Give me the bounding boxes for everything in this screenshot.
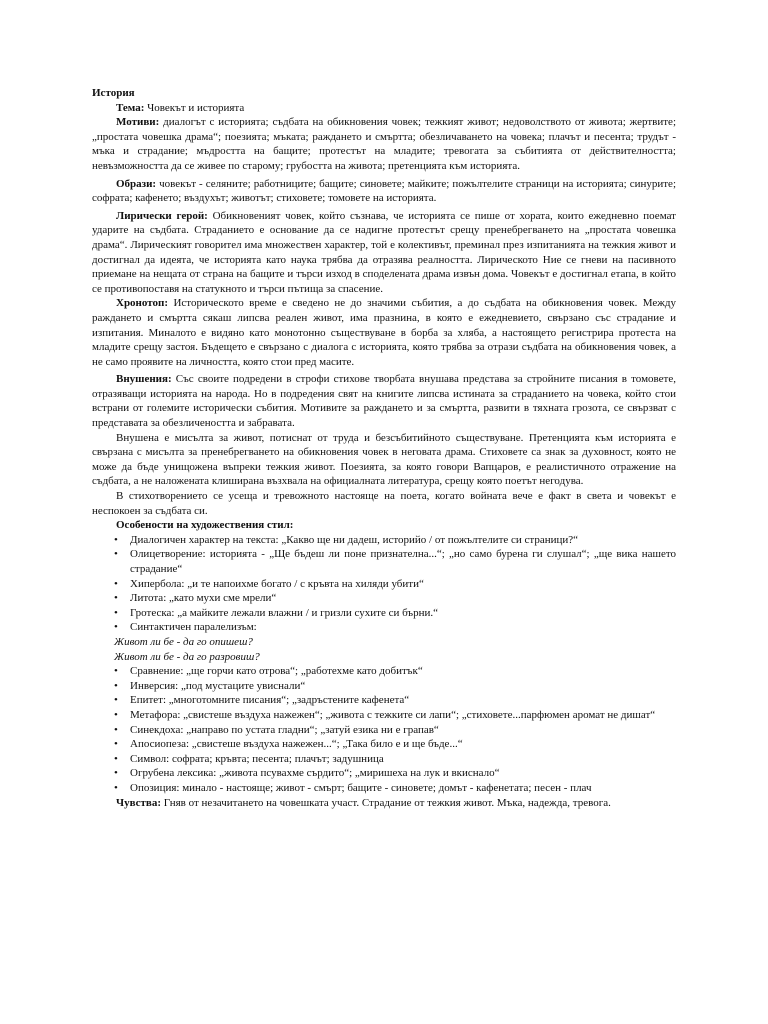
- feelings-paragraph: [92, 796, 676, 811]
- list-item: • Опозиция: минало - настояще; живот - смърт; бащите - синовете; домът - кафенетата; песен - плач: [114, 781, 592, 794]
- bullet-icon: •: [114, 738, 118, 751]
- bullet-icon: •: [114, 767, 118, 780]
- section-heading: История: [92, 87, 135, 99]
- style-heading: Особености на художествения стил:: [116, 519, 294, 532]
- bullet-icon: •: [114, 606, 118, 619]
- bullet-icon: •: [114, 708, 118, 721]
- lyrical-hero-text: Обикновеният човек, който съзнава, че историята се пише от хората, които ежедневно поемат ударите на съдбата. Страданието е основание да се надигне протестът срещу пренебрегването на „простата човешка драма“. Лирическият говорител има множествен характер, той е колективът, преминал през изпитанията на тежкия живот и достигнал да идеята, че историята като наука трябва да отразява реалността. Лирическото Ние се гневи на пасивното приемане на нещата от страна на бащите и търси изход в споделената драма извън дома. Човекът е достигнал етапа, в който се противопоставя на статукното и търси пътища за спасение.: [92, 209, 676, 295]
- suggestions-label: Внушения:: [116, 373, 172, 386]
- bullet-icon: •: [114, 533, 118, 546]
- images-text: човекът - селяните; работниците; бащите; синовете; майките; пожълтелите страници на историята; синурите; софрата; кафенето; въздухът; животът; стиховете; томовете на историята.: [92, 177, 676, 205]
- images-paragraph: [92, 177, 676, 206]
- style-list-1: [92, 533, 676, 635]
- list-item: • Литота: „като мухи сме мрели“: [114, 592, 277, 605]
- motifs-text: диалогът с историята; съдбата на обикновения човек; тежкият живот; недоволството от живота; жертвите; „простата човешка драма“; поезията; мъката; раждането и смъртта; обезличаването на човека; плачът и песента; трудът - мъка и страдание; мъдростта на бащите; протестът на младите; тревогата за събитията от действителността; невъзможността да се живее по старому; грубостта на живота; претенцията към историята.: [92, 116, 676, 172]
- list-item: • Гротеска: „а майките лежали влажни / и гризли сухите си бърни.“: [114, 606, 439, 619]
- images-label: Образи:: [116, 177, 157, 190]
- bullet-icon: •: [114, 621, 118, 634]
- theme-label: Тема:: [116, 101, 145, 114]
- list-item: • Инверсия: „под мустаците увиснали“: [114, 679, 306, 692]
- motifs-paragraph: [92, 115, 676, 173]
- bullet-icon: •: [114, 723, 118, 736]
- suggestions-paragraph-2: Внушена е мисълта за живот, потиснат от труда и безсъбитийното съществуване. Претенцията към историята е свързана с мисълта за пренебрегването на обикновения човек в неговата драма. Стиховете са знак за духовност, която не може да бъде унищожена въпреки тежкия живот. Поезията, за която говори Вапцаров, е реалистичното отражение на съдбата, а не наложената клиширана възхвала на официалната литература, срещу която поетът негодува.: [92, 431, 676, 488]
- list-item: • Синекдоха: „направо по устата гладни“; „затуй езика ни е грапав“: [114, 723, 439, 736]
- theme-text: Човекът и историята: [144, 101, 245, 114]
- theme-paragraph: [92, 101, 676, 116]
- bullet-icon: •: [114, 679, 118, 692]
- chronotope-text: Историческото време е сведено не до значими събития, а до съдбата на обикновения човек. Между раждането и смъртта сякаш липсва реален живот, има празнина, в която е ежедневието, свързано със страдание и изпитания. Миналото е видяно като монотонно съществуване в борба за хляба, а настоящето регистрира протеста на младите срещу застоя. Бъдещето е свързано с диалога с историята, която трябва за отрази съдбата на обикновения човек, а не само проявите на личността, която стои пред масите.: [92, 297, 676, 368]
- style-list-2: [92, 664, 676, 795]
- list-item: • Метафора: „свистеше въздуха нажежен“; „живота с тежките си лапи“; „стиховете...парфюмен аромат не дишат“: [114, 708, 656, 721]
- feelings-text: Гняв от незачитането на човешката участ. Страдание от тежкия живот. Мъка, надежда, тревога.: [161, 796, 611, 809]
- suggestions-text: Със своите подредени в строфи стихове творбата внушава представа за стройните писания в томовете, отразяващи историята на народа. Но в подредения свят на книгите липсва истината за страданието на човека, който стои встрани от големите исторически събития. Мотивите за раждането и за смъртта, развити в тяхната грозота, се свързват с представата за обезличеността и забравата.: [92, 373, 676, 430]
- bullet-icon: •: [114, 781, 118, 794]
- lyrical-hero-label: Лирически герой:: [116, 209, 208, 222]
- anxiety-paragraph: В стихотворението се усеща и тревожното настояще на поета, когато войната вече е факт в света и човекът е неспокоен за съдбата си.: [92, 490, 676, 517]
- bullet-icon: •: [114, 694, 118, 707]
- chronotope-paragraph: [92, 296, 676, 369]
- list-item: • Епитет: „многотомните писания“; „задръстените кафенета“: [114, 694, 410, 707]
- list-item: • Хипербола: „и те напоихме богато / с кръвта на хиляди убити“: [114, 577, 424, 590]
- italic-example-line: Живот ли бе - да го разровиш?: [114, 650, 260, 663]
- list-item: • Символ: софрата; кръвта; песента; плачът; задушница: [114, 752, 384, 765]
- bullet-icon: •: [114, 577, 118, 590]
- document-page: [92, 86, 676, 810]
- list-item: • Огрубена лексика: „живота псувахме сърдито“; „миришеха на лук и вкиснало“: [114, 767, 500, 780]
- feelings-label: Чувства:: [116, 796, 162, 809]
- italic-example-line: Живот ли бе - да го опишеш?: [114, 635, 253, 648]
- bullet-icon: •: [114, 548, 118, 561]
- list-item: • Сравнение: „ще горчи като отрова“; „работехме като добитък“: [114, 665, 423, 678]
- list-item: • Олицетворение: историята - „Ще бъдеш ли поне признателна...“; „но само бурена ги слушал“; „ще вика нашето страдание“: [114, 548, 676, 575]
- bullet-icon: •: [114, 752, 118, 765]
- motifs-label: Мотиви:: [116, 116, 160, 129]
- suggestions-paragraph: [92, 372, 676, 430]
- bullet-icon: •: [114, 665, 118, 678]
- list-item: • Синтактичен паралелизъм:: [114, 621, 257, 634]
- list-item: • Диалогичен характер на текста: „Какво ще ни дадеш, историйо / от пожълтелите си страници?“: [114, 533, 579, 546]
- chronotope-label: Хронотоп:: [116, 297, 169, 310]
- bullet-icon: •: [114, 592, 118, 605]
- list-item: • Апосиопеза: „свистеше въздуха нажежен...“; „Така било е и ще бъде...“: [114, 738, 463, 751]
- lyrical-hero-paragraph: [92, 209, 676, 297]
